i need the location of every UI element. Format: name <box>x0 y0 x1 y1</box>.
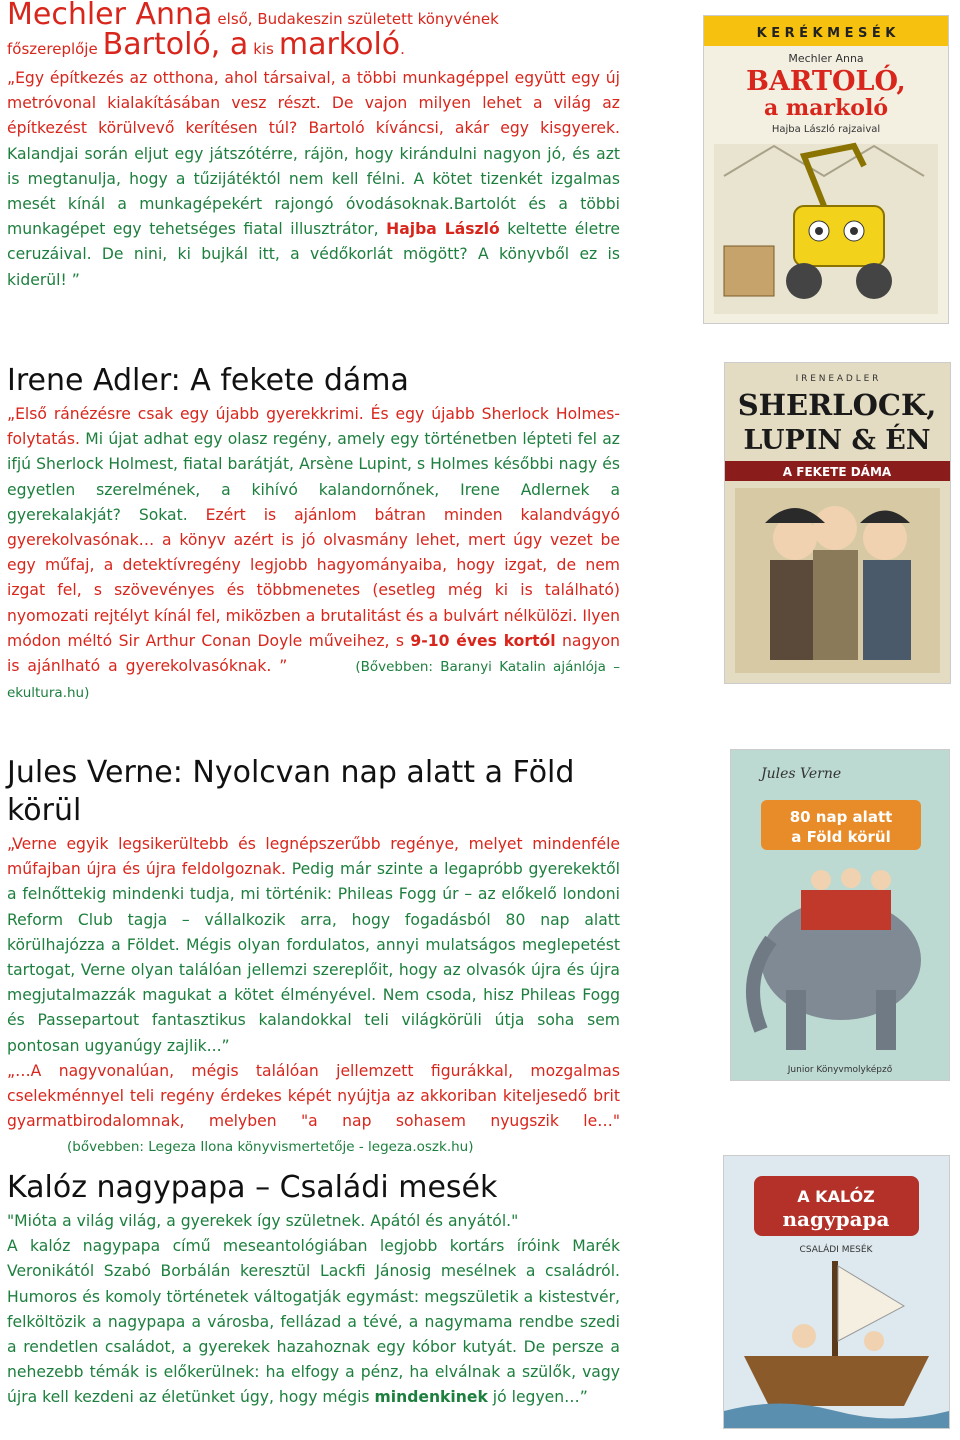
irene-desc-b: Mi újat adhat egy olasz regény, amely egy történetben lépteti fel az ifjú Sherlock Holmest, fiatal barátját, Arsène Lupint, s Holmes későbbi nagy és egyetlen szerelmének, a kihívó kalandornőnek, Irene Adlernek a gyerekalakját? Sokat. <box>7 430 620 524</box>
cover-title-lupin: LUPIN & ÉN <box>743 425 931 456</box>
cover-subtitle-irene: A FEKETE DÁMA <box>782 465 892 479</box>
irene-desc-a: „Első ránézésre csak egy újabb gyerekkrimi. És egy újabb Sherlock Holmes-folytatás. <box>7 405 620 449</box>
irene-title: Irene Adler: A fekete dáma <box>7 363 409 398</box>
desc-part-2: Kalandjai során eljut egy játszótérre, rájön, hogy kirándulni nagyon jó, és azt is megtanulja, hogy a tűzijátéktól nem kell félni. A kötet tizenkét izgalmas mesét kínál a munkagépekért rajongó óvodásoknak. <box>7 144 620 214</box>
kaloz-text <box>7 1169 620 1411</box>
cover-title-nagypapa: nagypapa <box>782 1207 890 1231</box>
kaloz-desc-a: A kalóz nagypapa című meseantológiában legjobb kortárs íróink Marék Veronikától Szabó Borbálán keresztül Lackfi Jánosig mesélnek a családról. Humoros és komoly történetek váltogatják egymást: megszületik a kistestvér, felköltözik a nagypapa a városba, fellázad a tévé, a nagymama rendbe szedi a rendetlen családot, a gyerekek hazahoznak egy kóbor kutyát. De persze a nehezebb témák is előkerülnek: ha elfogy a pénz, ha elválnak a szülők, vagy újra kell kezdeni az életünket úgy, hogy mégis <box>7 1237 620 1407</box>
verne-text <box>7 754 620 1161</box>
book-title-part2: markoló <box>278 27 401 62</box>
cover-author-irene: I R E N E A D L E R <box>795 374 879 384</box>
cover-sub-kaloz: CSALÁDI MESÉK <box>799 1245 873 1255</box>
cover-author-verne: Jules Verne <box>761 766 842 782</box>
cover-title-2: a markoló <box>764 95 888 121</box>
book-title-part1: Bartoló, a <box>102 27 249 62</box>
desc-part-5: De nini, ki bujkál itt, a védőkorlát mögött? A könyvből ez is kiderül! ” <box>7 245 620 289</box>
heading-intro: első, Budakeszin született könyvének <box>217 10 499 28</box>
bartolo-heading <box>7 2 620 62</box>
bartolo-description <box>7 66 620 293</box>
book-title-dot: . <box>400 40 405 58</box>
verne-source: (bővebben: Legeza Ilona könyvismertetője - legeza.oszk.hu) <box>67 1139 474 1156</box>
verne-description-2 <box>7 1059 620 1161</box>
cover-title-kaloz: A KALÓZ <box>797 1187 875 1206</box>
kaloz-quote: "Mióta a világ világ, a gyerekek így születnek. Apától és anyától." <box>7 1212 519 1230</box>
cover-illustrator: Hajba László rajzaival <box>771 124 881 135</box>
irene-cover-image <box>724 362 951 684</box>
irene-desc-d: nagyon is ajánlható a gyerekolvasóknak. ” <box>7 631 620 676</box>
verne-desc-b: Pedig már szinte a legapróbb gyerekektől a felnőttekig mindenki tudja, mi történik: Phileas Fogg úr – az előkelő londoni Reform Club tagja – vállalkozik arra, hogy fogadásból 80 nap alatt körülhajózza a Földet. Mégis olyan fordulatos, annyi mulatságos meglepetést tartogat, Verne olyan találóan jellemzi szereplőit, hogy az olvasók újra és újra megjutalmazzák magukat a kötet élményével. Nem csoda, hisz Phileas Fogg és Passepartout fantasztikus kalandokkal teli világkörüli útja soha sem pontosan ugyanúgy zajlik...” <box>7 860 620 1055</box>
desc-part-3: Bartolót és a többi munkagépet egy tehetséges fiatal illusztrátor, <box>7 195 620 239</box>
irene-desc-c: Ezért is ajánlom bátran minden kalandvágyó gyerekolvasónak… a könyv azért is jó olvasmány lehet, mert úgy vezet be egy műfaj, a detektívregény legjobb hagyományaiba, hogy izgat, de nem izgat fel, s szövevényes és többmenetes (esetleg még ki is található) nyomozati rejtélyt kínál fel, miközben a brutalitást és a bulvárt nélkülözi. Ilyen módon méltó Sir Arthur Conan Doyle műveihez, s <box>7 505 620 650</box>
verne-desc-a: „Verne egyik legsikerültebb és legnépszerűbb regénye, melyet mindenféle műfajban újra és újra feldolgoznak. <box>7 835 620 879</box>
author-name: Mechler Anna <box>7 0 213 32</box>
irene-text <box>7 362 620 706</box>
kaloz-cover-image <box>723 1155 950 1429</box>
book-title-kis: kis <box>253 40 274 58</box>
cover-title-fold: a Föld körül <box>791 828 891 846</box>
verne-description <box>7 832 620 1059</box>
cover-title-sherlock: SHERLOCK, <box>737 388 937 422</box>
cover-title-1: BARTOLÓ, <box>746 66 906 97</box>
heading-intro-2: főszereplője <box>7 40 98 58</box>
irene-description <box>7 402 620 706</box>
cover-author: Mechler Anna <box>788 52 864 65</box>
kaloz-desc-b: jó legyen…” <box>487 1388 588 1407</box>
kaloz-title: Kalóz nagypapa – Családi mesék <box>7 1170 498 1205</box>
verne-desc-c: „…A nagyvonalúan, mégis találóan jellemzett figurákkal, mozgalmas cselekménnyel teli regény érdekes képét nyújtja az akkoriban kiteljesedő brit gyarmatbirodalomnak, melyben "a nap sohasem nyugszik le…" <box>7 1061 620 1131</box>
verne-title: Jules Verne: Nyolcvan nap alatt a Föld körül <box>7 755 575 828</box>
illustrator-name: Hajba László <box>386 220 500 239</box>
desc-part-1: „Egy építkezés az otthona, ahol társaival, a többi munkagéppel együtt egy új metróvonal kialakításában vesz részt. De vajon milyen lehet a világ az építkezést körülvevő kerítésen túl? Bartoló kíváncsi, akár egy kisgyerek. <box>7 69 620 138</box>
irene-age: 9-10 éves kortól <box>410 631 556 650</box>
cover-title-80: 80 nap alatt <box>789 808 893 826</box>
kaloz-description <box>7 1234 620 1410</box>
bartolo-text <box>7 2 620 293</box>
cover-series: K E R É K M E S É K <box>756 26 896 41</box>
verne-cover-image <box>730 749 950 1081</box>
kaloz-bold: mindenkinek <box>374 1388 488 1407</box>
bartolo-cover-image <box>703 15 949 324</box>
irene-source: (Bővebben: Baranyi Katalin ajánlója – ekultura.hu) <box>7 659 620 702</box>
cover-publisher-verne: Junior Könyvmolyképző <box>787 1065 893 1075</box>
desc-part-4: keltette életre ceruzáival. <box>7 220 620 264</box>
